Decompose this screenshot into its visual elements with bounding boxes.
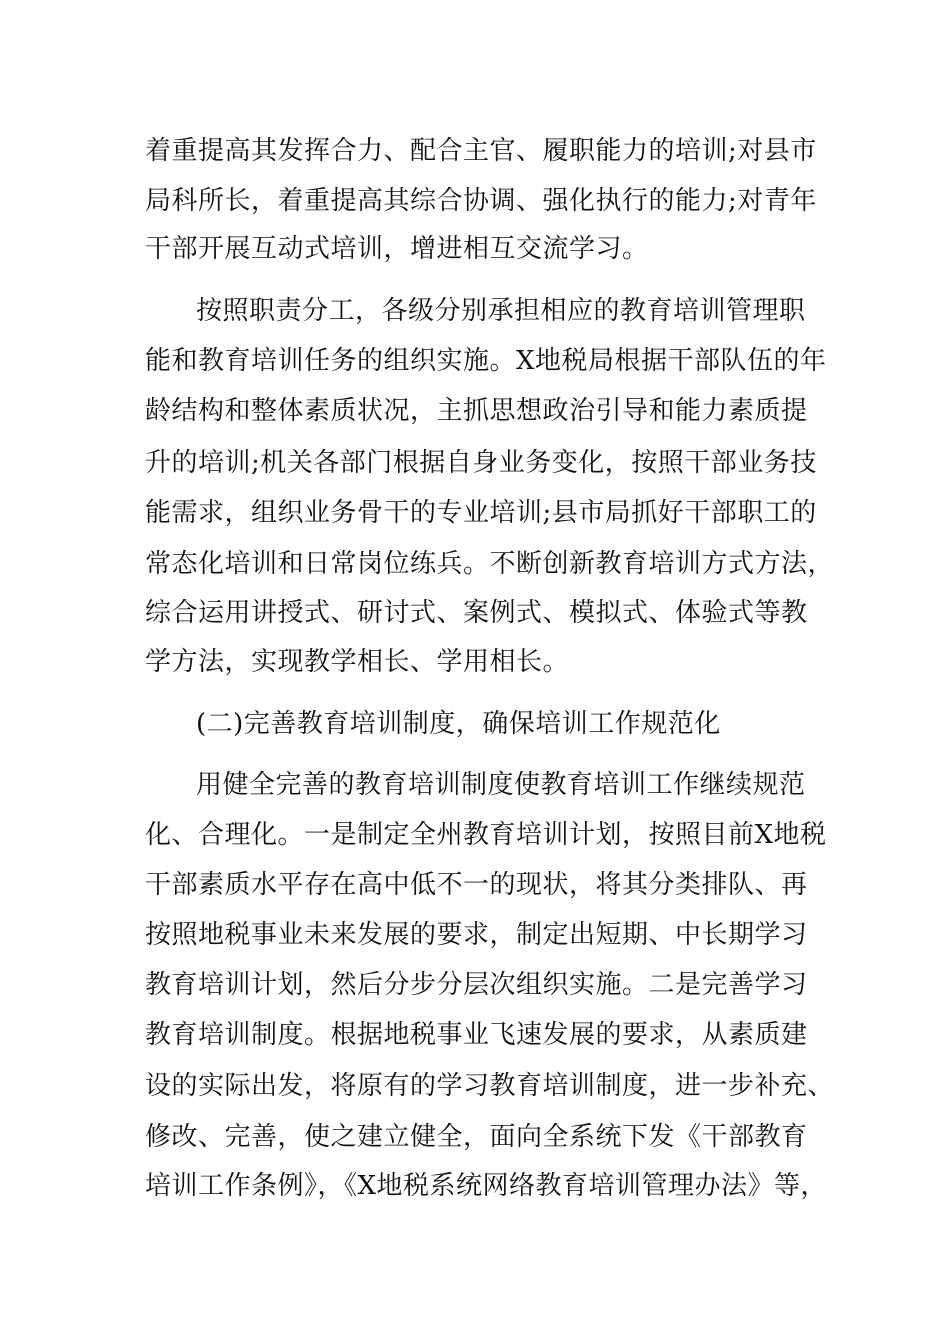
- section-heading: (二)完善教育培训制度，确保培训工作规范化: [196, 709, 721, 739]
- paragraph-2-line-7: 综合运用讲授式、研讨式、案例式、模拟式、体验式等教: [145, 598, 808, 628]
- paragraph-2-line-3: 龄结构和整体素质状况，主抓思想政治引导和能力素质提: [145, 396, 808, 426]
- paragraph-3-line-5: 教育培训计划，然后分步分层次组织实施。二是完善学习: [145, 970, 808, 1000]
- paragraph-3-line-8: 修改、完善，使之建立健全，面向全系统下发《干部教育: [145, 1122, 808, 1152]
- paragraph-2-line-5: 能需求，组织业务骨干的专业培训;县市局抓好干部职工的: [145, 498, 817, 528]
- paragraph-1-line-3: 干部开展互动式培训，增进相互交流学习。: [145, 234, 649, 264]
- paragraph-3-line-7: 设的实际出发，将原有的学习教育培训制度，进一步补充、: [145, 1071, 835, 1101]
- paragraph-3-line-9: 培训工作条例》，《X地税系统网络教育培训管理办法》等，: [145, 1171, 828, 1201]
- paragraph-2-line-4: 升的培训;机关各部门根据自身业务变化，按照干部业务技: [145, 448, 817, 478]
- paragraph-3-line-4: 按照地税事业未来发展的要求，制定出短期、中长期学习: [145, 920, 808, 950]
- paragraph-2-line-6: 常态化培训和日常岗位练兵。不断创新教育培训方式方法，: [145, 549, 835, 579]
- paragraph-2-line-2: 能和教育培训任务的组织实施。X地税局根据干部队伍的年: [145, 346, 827, 376]
- paragraph-1-line-2: 局科所长，着重提高其综合协调、强化执行的能力;对青年: [145, 186, 817, 216]
- paragraph-2-line-8: 学方法，实现教学相长、学用相长。: [145, 647, 570, 677]
- paragraph-3-line-6: 教育培训制度。根据地税事业飞速发展的要求，从素质建: [145, 1020, 808, 1050]
- paragraph-3-line-3: 干部素质水平存在高中低不一的现状，将其分类排队、再: [145, 870, 808, 900]
- paragraph-1-line-1: 着重提高其发挥合力、配合主官、履职能力的培训;对县市: [145, 136, 817, 166]
- paragraph-2-line-1: 按照职责分工，各级分别承担相应的教育培训管理职: [196, 296, 806, 326]
- paragraph-3-line-1: 用健全完善的教育培训制度使教育培训工作继续规范: [196, 770, 806, 800]
- paragraph-3-line-2: 化、合理化。一是制定全州教育培训计划，按照目前X地税: [145, 820, 827, 850]
